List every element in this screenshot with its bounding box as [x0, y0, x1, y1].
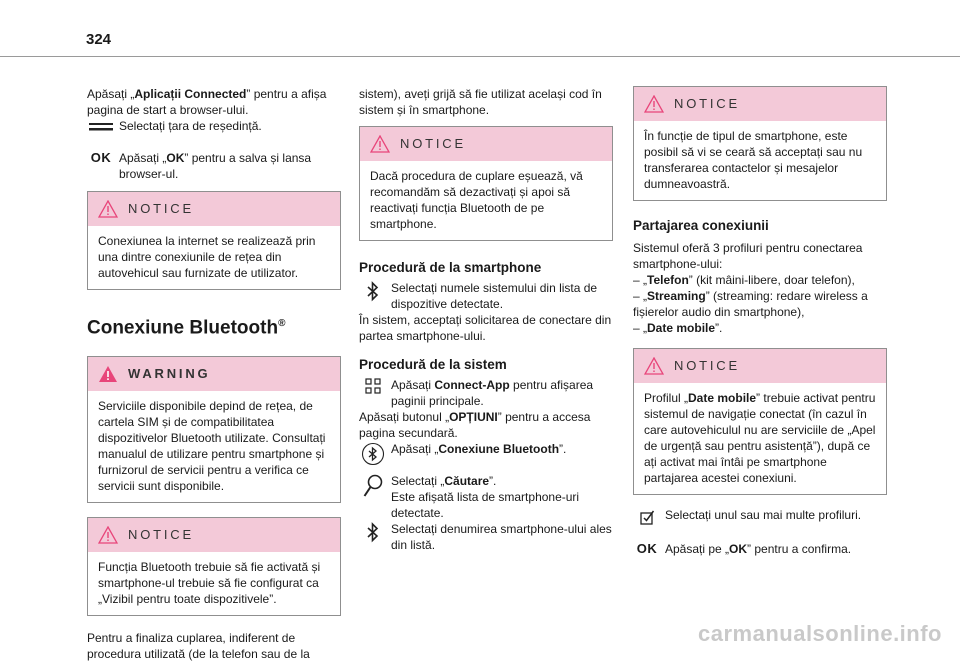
- menu-bars-icon: [87, 118, 115, 136]
- ok-icon: OK: [636, 541, 658, 556]
- paragraph: Sistemul oferă 3 profiluri pentru conectarea smartphone-ului:: [633, 241, 863, 271]
- subheading-partajare: Partajarea conexiunii: [633, 218, 769, 233]
- column-2: [359, 86, 613, 553]
- warning-triangle-icon: [98, 365, 118, 383]
- paragraph: Apăsați butonul „OPȚIUNI” pentru a accesa pagina secundară.: [359, 410, 591, 440]
- warning-box: [87, 356, 341, 503]
- warning-triangle-icon: [644, 357, 664, 375]
- warning-text: Serviciile disponibile depind de rețea, de cartela SIM și de compatibilitatea dispozitivelor Bluetooth utilizate. Consultați manualul de utilizare pentru smartphone și furnizorul de servicii pentru a verifica ce servicii sunt disponibile.: [98, 399, 326, 494]
- step: Apăsați „Conexiune Bluetooth”.: [359, 441, 613, 457]
- warning-triangle-icon: [370, 135, 390, 153]
- notice-text: Funcția Bluetooth trebuie să fie activată și smartphone-ul trebuie să fie configurat ca „Vizibil pentru toate dispozitivele”.: [98, 560, 321, 607]
- notice-header: [360, 127, 612, 161]
- list-item: – „Telefon” (kit mâini-libere, doar telefon),: [633, 273, 855, 287]
- ok-icon: OK: [90, 150, 112, 165]
- step: Selectați unul sau mai multe profiluri.: [633, 507, 887, 523]
- warning-triangle-icon: [644, 95, 664, 113]
- list-item: – „Date mobile”.: [633, 321, 723, 335]
- step: Selectați numele sistemului din lista de dispozitive detectate.: [359, 280, 613, 312]
- bluetooth-icon: [359, 280, 387, 308]
- step-ok: OK Apăsați pe „OK” pentru a confirma.: [633, 541, 887, 557]
- step: Selectați „Căutare”. Este afișată lista de smartphone-uri detectate.: [359, 473, 613, 521]
- warning-triangle-icon: [98, 526, 118, 544]
- notice-title: NOTICE: [128, 201, 194, 216]
- paragraph: În sistem, acceptați solicitarea de conectare din partea smartphone-ului.: [359, 313, 612, 343]
- warning-title: WARNING: [128, 366, 211, 382]
- bluetooth-icon: [359, 521, 387, 549]
- notice-box: [87, 191, 341, 290]
- header-rule: [0, 56, 960, 57]
- paragraph: sistem), aveți grijă să fie utilizat același cod în sistem și în smartphone.: [359, 87, 602, 117]
- notice-header: [634, 349, 886, 383]
- step: Selectați denumirea smartphone-ului ales din listă.: [359, 521, 613, 553]
- section-heading: Conexiune Bluetooth®: [87, 317, 286, 339]
- notice-title: NOTICE: [674, 96, 740, 111]
- notice-header: [634, 87, 886, 121]
- column-1: [87, 86, 341, 668]
- notice-header: [88, 192, 340, 226]
- bluetooth-circle-icon: [359, 441, 387, 471]
- step-ok: OK Apăsați „OK” pentru a salva și lansa browser-ul.: [87, 150, 341, 182]
- magnifier-icon: [359, 473, 387, 503]
- warning-header: [88, 357, 340, 391]
- list-item: – „Streaming” (streaming: redare wireless a fișierelor audio din smartphone),: [633, 289, 868, 319]
- notice-title: NOTICE: [400, 136, 466, 151]
- notice-box: [633, 86, 887, 201]
- notice-text: Profilul „Date mobile” trebuie activat pentru sistemul de navigație conectat (în cazul în care autovehiculul nu are serviciile de „Apel de urgență sau pentru asistență”), după ce ați activat mai întâi pe smartphone partajarea acestei conexiuni.: [644, 391, 876, 485]
- page-number: 324: [86, 31, 112, 48]
- warning-triangle-icon: [98, 200, 118, 218]
- notice-title: NOTICE: [128, 527, 194, 543]
- notice-text: Conexiunea la internet se realizează prin una dintre conexiunile de rețea din autovehicul sau furnizate de utilizator.: [98, 234, 316, 280]
- notice-header: [88, 518, 340, 552]
- notice-box: [87, 517, 341, 616]
- step: Apăsați Connect-App pentru afișarea paginii principale.: [359, 377, 613, 409]
- paragraph: Apăsați „Aplicații Connected” pentru a afișa pagina de start a browser-ului.: [87, 87, 327, 117]
- step-country: Selectați țara de reședință.: [87, 118, 341, 134]
- footer-watermark: carmanualsonline.info: [698, 621, 942, 646]
- notice-box: [633, 348, 887, 495]
- paragraph: Pentru a finaliza cuplarea, indiferent de procedura utilizată (de la telefon sau de la: [87, 631, 310, 662]
- notice-box: [359, 126, 613, 241]
- column-3: [633, 86, 887, 557]
- notice-title: NOTICE: [674, 358, 740, 373]
- grid-apps-icon: [359, 377, 387, 399]
- notice-text: Dacă procedura de cuplare eșuează, vă recomandăm să dezactivați și apoi să reactivați funcția Bluetooth de pe smartphone.: [370, 169, 583, 231]
- subheading-sistem: Procedură de la sistem: [359, 357, 507, 372]
- checkbox-edit-icon: [633, 507, 661, 531]
- notice-text: În funcție de tipul de smartphone, este posibil să vi se ceară să acceptați sau nu transferarea contactelor și mesajelor dumneavoastră.: [644, 129, 863, 191]
- subheading-smartphone: Procedură de la smartphone: [359, 260, 542, 275]
